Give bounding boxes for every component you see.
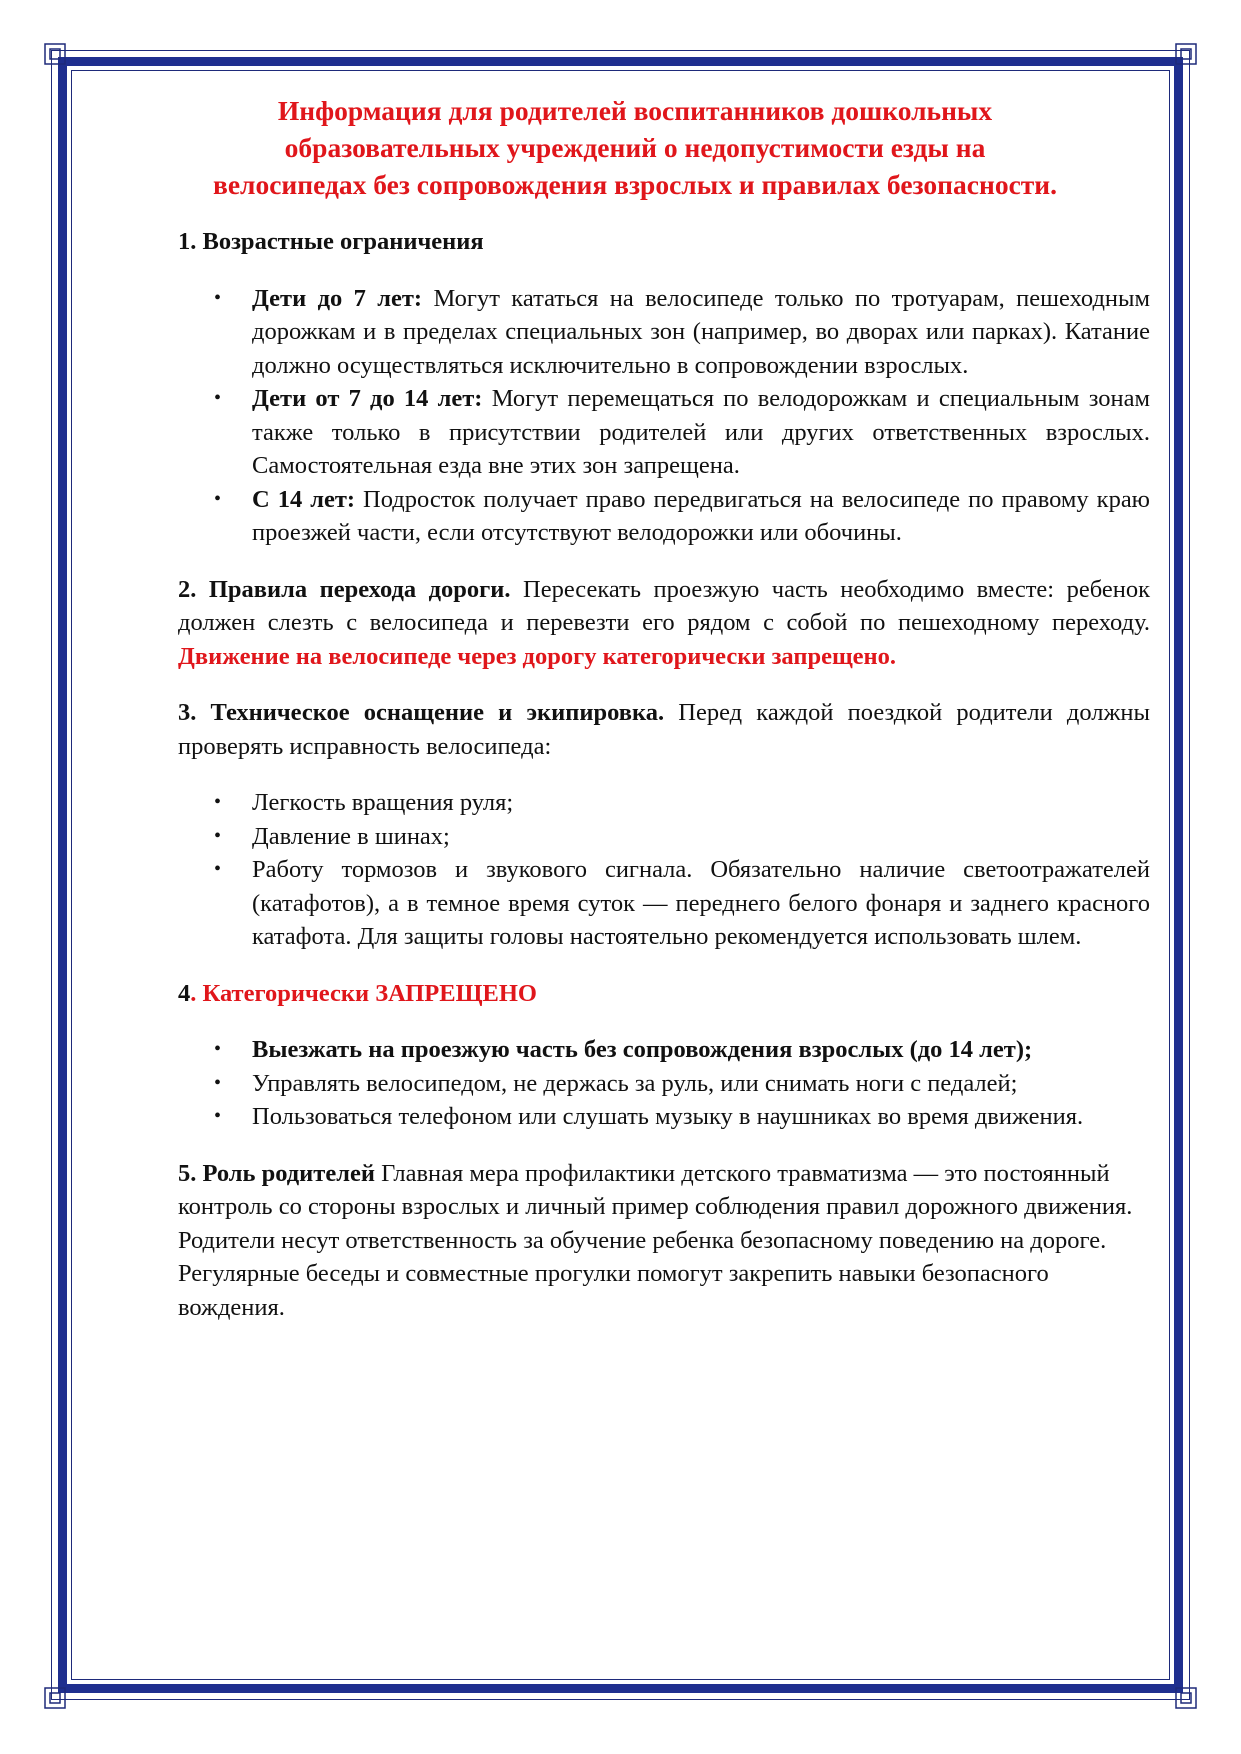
equipment-check-list (178, 786, 1150, 954)
document-content (120, 92, 1150, 1324)
list-item (178, 282, 1150, 383)
list-item (178, 483, 1150, 550)
bullet-icon: • (214, 791, 222, 813)
bullet-icon: • (214, 387, 222, 409)
frame-corner-ornament (1175, 1687, 1197, 1709)
bullet-icon: • (214, 1105, 222, 1127)
list-item (178, 382, 1150, 483)
section-heading-parents-role: 5. Роль родителей (178, 1159, 375, 1187)
list-item-text: Пользоваться телефоном или слушать музыку в наушниках во время движения. (252, 1103, 1084, 1130)
list-item (178, 1033, 1150, 1067)
title-line: образовательных учреждений о недопустимости езды на (284, 132, 986, 163)
section-text: Главная мера профилактики детского травматизма — это постоянный контроль со стороны взрослых и личный пример соблюдения правил дорожного движения. Родители несут ответственность за обучение ребенка безопасному поведению на дороге. Регулярные беседы и совместные прогулки помогут закрепить навыки безопасного вождения. (178, 1159, 1133, 1321)
list-item (178, 786, 1150, 820)
document-body (178, 225, 1150, 1324)
list-item (178, 1067, 1150, 1101)
title-line: велосипедах без сопровождения взрослых и правилах безопасности. (212, 169, 1057, 200)
list-item-text: Могут кататься на велосипеде только по тротуарам, пешеходным дорожкам и в пределах специальных зон (например, во дворах или парках). Катание должно осуществляться исключительно в сопровождении взрослых. (252, 284, 1150, 379)
list-item-lead: С 14 лет: (252, 485, 356, 513)
title-line: Информация для родителей воспитанников дошкольных (277, 95, 993, 126)
frame-corner-ornament (44, 1687, 66, 1709)
frame-corner-ornament (1175, 43, 1197, 65)
frame-corner-ornament (44, 43, 66, 65)
document-title (120, 92, 1150, 203)
list-item (178, 853, 1150, 954)
section-road-crossing (178, 573, 1150, 674)
list-item-lead: Дети до 7 лет: (252, 284, 423, 312)
section-heading-prohibited (178, 977, 1150, 1011)
list-item (178, 820, 1150, 854)
prohibited-list (178, 1033, 1150, 1134)
list-item-text: Давление в шинах; (252, 822, 450, 850)
section-equipment (178, 696, 1150, 763)
list-item-text: Управлять велосипедом, не держась за руль, или снимать ноги с педалей; (252, 1069, 1018, 1097)
section-text: Пересекать проезжую часть необходимо вместе: ребенок должен слезть с велосипеда и перевезти его рядом с собой по пешеходному переходу. (178, 575, 1150, 636)
section-parents-role (178, 1157, 1150, 1325)
list-item-text: Легкость вращения руля; (252, 789, 514, 816)
section-title: . Категорически ЗАПРЕЩЕНО (190, 979, 537, 1007)
warning-text: Движение на велосипеде через дорогу категорически запрещено. (178, 642, 897, 670)
list-item-text: Подросток получает право передвигаться на велосипеде по правому краю проезжей части, если отсутствуют велодорожки или обочины. (252, 485, 1150, 546)
bullet-icon: • (214, 858, 222, 880)
bullet-icon: • (214, 1038, 222, 1060)
section-heading-road-crossing: 2. Правила перехода дороги. (178, 575, 511, 603)
bullet-icon: • (214, 487, 222, 510)
section-heading-equipment: 3. Техническое оснащение и экипировка. (178, 699, 665, 726)
bullet-icon: • (214, 286, 222, 309)
age-limits-list (178, 282, 1150, 550)
list-item (178, 1100, 1150, 1134)
bullet-icon: • (214, 1071, 222, 1094)
section-number: 4 (178, 979, 191, 1007)
list-item-text: Могут перемещаться по велодорожкам и специальным зонам также только в присутствии родителей или других ответственных взрослых. Самостоятельная езда вне этих зон запрещена. (252, 385, 1150, 479)
list-item-text: Выезжать на проезжую часть без сопровождения взрослых (до 14 лет); (252, 1036, 1033, 1063)
bullet-icon: • (214, 824, 222, 847)
section-heading-age-limits: 1. Возрастные ограничения (178, 228, 484, 255)
section-text: Перед каждой поездкой родители должны проверять исправность велосипеда: (178, 699, 1150, 760)
list-item-text: Работу тормозов и звукового сигнала. Обязательно наличие светоотражателей (катафотов), а в темное время суток — переднего белого фонаря и заднего красного катафота. Для защиты головы настоятельно рекомендуется использовать шлем. (252, 856, 1150, 950)
list-item-lead: Дети от 7 до 14 лет: (252, 385, 483, 412)
